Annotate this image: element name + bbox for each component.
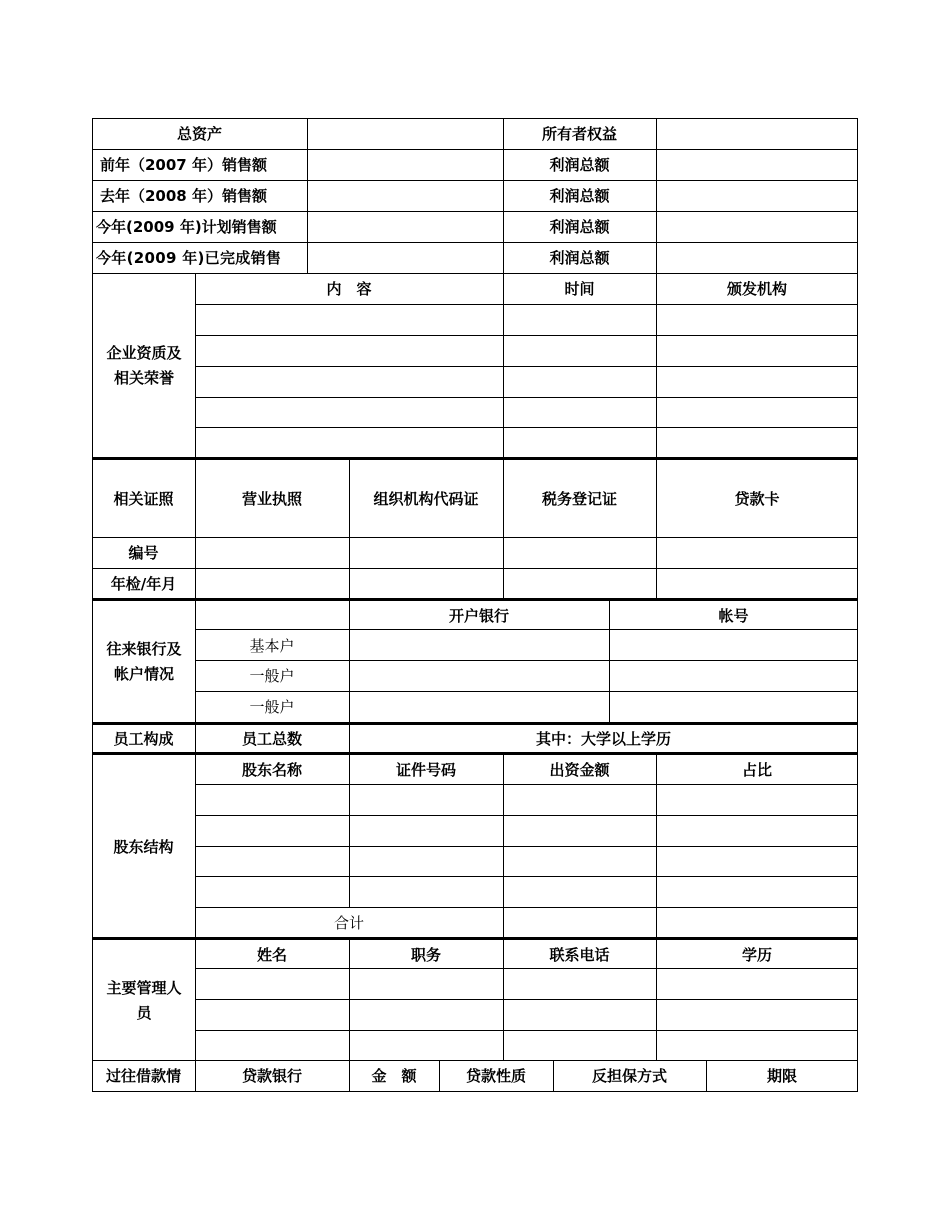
- license-inspection-label: 年检/年月: [110, 574, 177, 593]
- grid-line: [92, 1060, 858, 1061]
- grid-line: [195, 724, 196, 753]
- section-divider: [92, 457, 858, 460]
- grid-line: [195, 939, 196, 1061]
- management-header-position: 职务: [410, 946, 441, 964]
- grid-line: [195, 968, 858, 969]
- shareholder-header-name: 股东名称: [241, 760, 302, 779]
- grid-line: [349, 459, 350, 599]
- qualification-title: 企业资质及相关荣誉: [106, 343, 182, 387]
- grid-line: [195, 691, 858, 692]
- grid-line: [195, 754, 196, 938]
- grid-line: [349, 1060, 350, 1091]
- management-header-phone: 联系电话: [549, 946, 610, 964]
- grid-line: [656, 118, 657, 273]
- management-title: 主要管理人员: [106, 978, 182, 1022]
- loan-header-bank: 贷款银行: [241, 1066, 302, 1085]
- total-assets-value[interactable]: [307, 118, 503, 149]
- license-loan-card: 贷款卡: [734, 490, 780, 508]
- grid-line: [195, 397, 858, 398]
- grid-line: [553, 1060, 554, 1091]
- grid-line: [609, 600, 610, 723]
- grid-line: [92, 537, 858, 538]
- shareholder-total-label: 合计: [333, 913, 364, 932]
- grid-line: [349, 939, 350, 1061]
- section-divider: [92, 752, 858, 755]
- grid-line: [656, 754, 657, 938]
- profit-2009-plan-label: 利润总额: [549, 217, 610, 236]
- grid-line: [92, 180, 858, 181]
- management-header-name: 姓名: [256, 946, 287, 964]
- shareholder-header-ratio: 占比: [741, 760, 772, 779]
- grid-line: [503, 273, 504, 459]
- planned-sales-2009-label: 今年(2009 年)计划销售额: [96, 217, 277, 236]
- sales-2008-label: 去年（2008 年）销售额: [100, 186, 267, 205]
- bank-row-general-2: 一般户: [249, 697, 295, 716]
- grid-line: [307, 118, 308, 273]
- staff-total-label: 员工总数: [241, 730, 302, 748]
- section-divider: [92, 598, 858, 601]
- grid-line: [195, 784, 858, 785]
- shareholder-header-amount: 出资金额: [549, 760, 610, 779]
- shareholder-header-id: 证件号码: [395, 760, 456, 779]
- grid-line: [195, 600, 196, 723]
- bank-row-basic: 基本户: [249, 636, 295, 655]
- license-tax: 税务登记证: [541, 490, 617, 508]
- loan-header-guarantee: 反担保方式: [591, 1066, 667, 1085]
- section-divider: [92, 722, 858, 725]
- grid-line: [503, 459, 504, 599]
- grid-line: [92, 211, 858, 212]
- grid-line: [503, 754, 504, 938]
- qualification-header-issuer: 颁发机构: [726, 279, 787, 298]
- grid-line: [857, 118, 858, 1092]
- license-number-label: 编号: [128, 543, 159, 562]
- grid-line: [656, 459, 657, 599]
- management-header-education: 学历: [741, 946, 772, 964]
- grid-line: [349, 724, 350, 753]
- grid-line: [195, 815, 858, 816]
- grid-line: [195, 366, 858, 367]
- loan-header-amount: 金 额: [371, 1066, 417, 1085]
- sales-2007-label: 前年（2007 年）销售额: [100, 155, 267, 174]
- profit-2009-done-label: 利润总额: [549, 248, 610, 267]
- owner-equity-value[interactable]: [656, 118, 858, 149]
- grid-line: [195, 876, 858, 877]
- grid-line: [656, 939, 657, 1061]
- shareholders-title: 股东结构: [113, 837, 174, 856]
- grid-line: [195, 846, 858, 847]
- total-assets-label: 总资产: [176, 124, 222, 143]
- grid-line: [195, 629, 858, 630]
- bank-title: 往来银行及帐户情况: [106, 639, 182, 683]
- profit-2007-label: 利润总额: [549, 155, 610, 174]
- grid-line: [92, 242, 858, 243]
- staff-title: 员工构成: [113, 730, 174, 748]
- grid-line: [656, 273, 657, 459]
- grid-line: [92, 149, 858, 150]
- grid-line: [195, 999, 858, 1000]
- qualification-header-content: 内 容: [326, 279, 372, 298]
- bank-header-account: 帐号: [718, 606, 749, 625]
- grid-line: [92, 118, 93, 1092]
- loans-title: 过往借款情: [105, 1066, 181, 1085]
- grid-line: [706, 1060, 707, 1091]
- grid-line: [92, 273, 858, 274]
- grid-line: [349, 754, 350, 907]
- grid-line: [195, 459, 196, 599]
- license-org-code: 组织机构代码证: [373, 490, 479, 508]
- grid-line: [503, 939, 504, 1061]
- grid-line: [92, 1091, 858, 1092]
- grid-line: [195, 335, 858, 336]
- owner-equity-label: 所有者权益: [541, 124, 617, 143]
- section-divider: [92, 937, 858, 940]
- license-business: 营业执照: [241, 490, 302, 508]
- grid-line: [349, 600, 350, 723]
- qualification-header-time: 时间: [564, 279, 595, 298]
- grid-line: [195, 907, 858, 908]
- loan-header-term: 期限: [766, 1066, 797, 1085]
- grid-line: [195, 304, 858, 305]
- grid-line: [503, 118, 504, 273]
- grid-line: [92, 568, 858, 569]
- grid-line: [195, 1030, 858, 1031]
- grid-line: [195, 427, 858, 428]
- loan-header-nature: 贷款性质: [465, 1066, 526, 1085]
- profit-2008-label: 利润总额: [549, 186, 610, 205]
- staff-degree-label: 其中：大学以上学历: [535, 730, 671, 748]
- grid-line: [195, 660, 858, 661]
- completed-sales-2009-label: 今年(2009 年)已完成销售: [96, 248, 282, 267]
- licenses-title: 相关证照: [113, 490, 174, 508]
- grid-line: [195, 273, 196, 459]
- grid-line: [195, 1060, 196, 1091]
- bank-row-general-1: 一般户: [249, 667, 295, 685]
- grid-line: [439, 1060, 440, 1091]
- grid-line: [92, 118, 858, 119]
- bank-header-name: 开户银行: [448, 606, 509, 625]
